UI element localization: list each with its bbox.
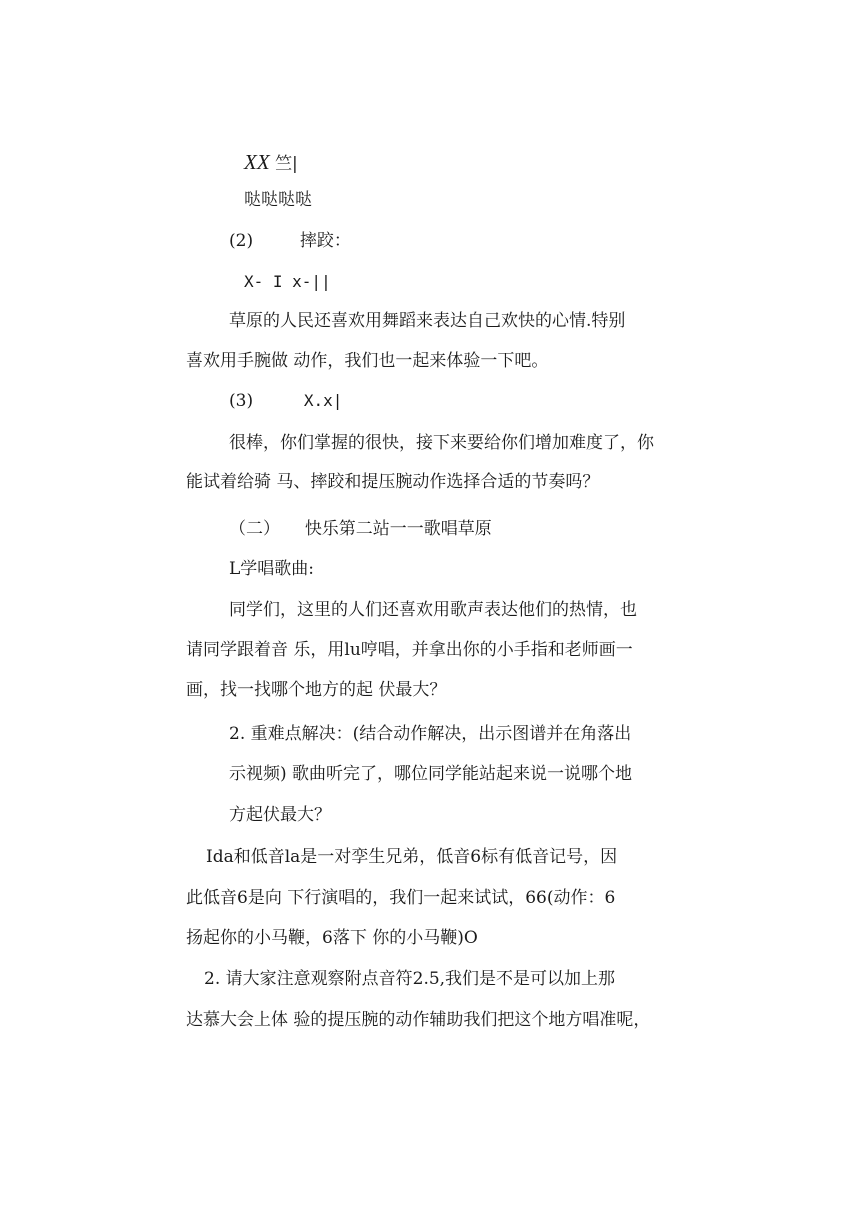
item-3-number: (3): [229, 391, 254, 411]
item-2-number: (2): [229, 231, 254, 251]
section-heading: [229, 517, 492, 541]
paragraph-line: 草原的人民还喜欢用舞蹈来表达自己欢快的心情.特别: [229, 311, 626, 331]
item-3-rhythm: X.x|: [303, 391, 343, 410]
paragraph-line: 2. 请大家注意观察附点音符2.5,我们是不是可以加上那: [204, 969, 616, 989]
item-3-line: [229, 389, 342, 413]
rhythm-xx-text: XX: [244, 150, 270, 174]
paragraph-line: 2. 重难点解决：(结合动作解决，出示图谱并在角落出: [229, 724, 632, 744]
rhythm-line-xx: [244, 150, 298, 176]
paragraph-line: 喜欢用手腕做 动作，我们也一起来体验一下吧。: [186, 351, 549, 371]
section-title: 快乐第二站一一歌唱草原: [304, 519, 492, 539]
rhythm-xx-glyph: 竺|: [275, 154, 298, 174]
paragraph-line: Ida和低音la是一对孪生兄弟，低音6标有低音记号，因: [206, 847, 618, 867]
paragraph-line: 扬起你的小马鞭，6落下 你的小马鞭)O: [186, 928, 478, 948]
paragraph-line: 示视频) 歌曲听完了，哪位同学能站起来说一说哪个地: [229, 764, 633, 784]
section-number: （二）: [229, 519, 280, 539]
rhythm-line-2: X- I x-||: [244, 272, 331, 291]
paragraph-line: 同学们，这里的人们还喜欢用歌声表达他们的热情，也: [229, 600, 637, 620]
paragraph-line: 请同学跟着音 乐，用lu哼唱，并拿出你的小手指和老师画一: [186, 640, 633, 660]
paragraph-line: 此低音6是向 下行演唱的，我们一起来试试，66(动作：6: [186, 888, 616, 908]
item-2-line: [229, 229, 351, 253]
paragraph-line: 画，找一找哪个地方的起 伏最大？: [186, 680, 447, 700]
paragraph-line: 达慕大会上体 验的提压腕的动作辅助我们把这个地方唱准呢，: [186, 1010, 651, 1030]
item-2-label: 摔跤：: [299, 231, 351, 251]
paragraph-line: 很棒，你们掌握的很快，接下来要给你们增加难度了，你: [229, 433, 654, 453]
syllables-line: 哒哒哒哒: [244, 190, 312, 210]
paragraph-line: 能试着给骑 马、摔跤和提压腕动作选择合适的节奏吗？: [186, 472, 600, 492]
paragraph-line: 方起伏最大？: [229, 805, 331, 825]
subheading: L学唱歌曲:: [229, 559, 315, 579]
